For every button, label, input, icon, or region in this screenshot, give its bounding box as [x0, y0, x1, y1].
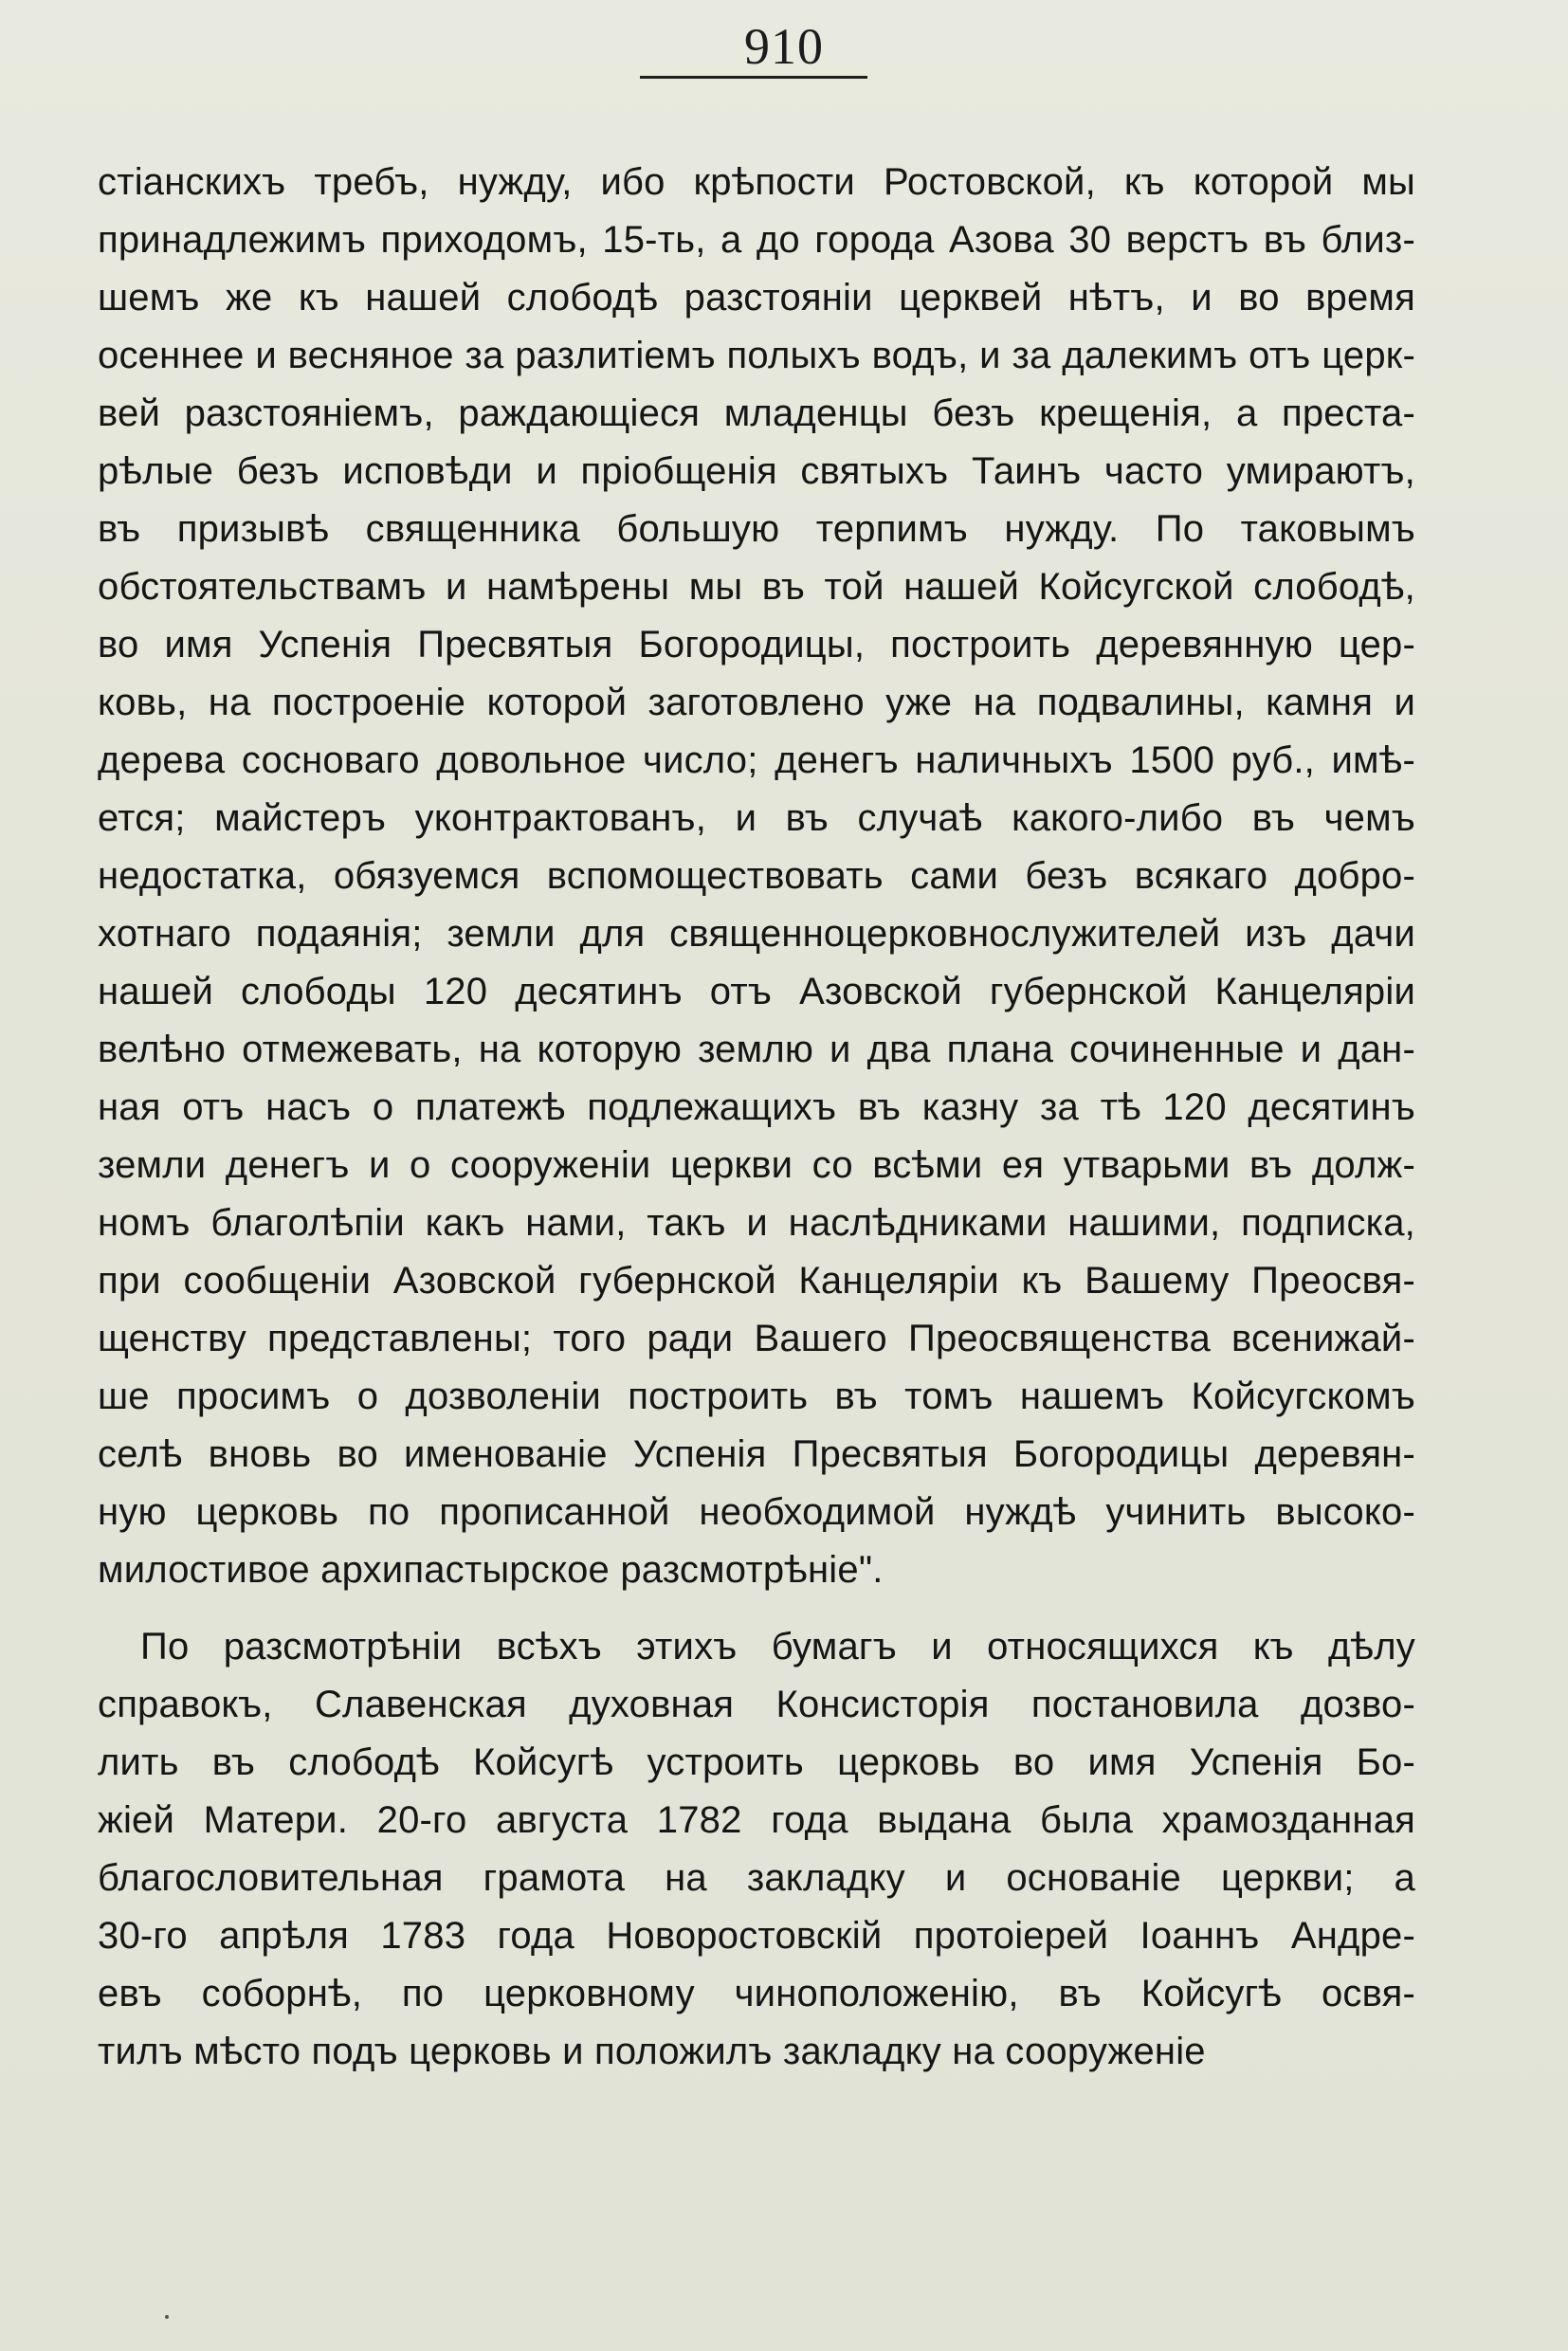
text-line: номъ благолѣпіи какъ нами, такъ и наслѣдниками нашими, подписка, [98, 1202, 1415, 1244]
text-line: обстоятельствамъ и намѣрены мы въ той нашей Койсугской слободѣ, [98, 566, 1415, 608]
text-line: въ призывѣ священника большую терпимъ нужду. По таковымъ [98, 508, 1415, 550]
text-line: По разсмотрѣніи всѣхъ этихъ бумагъ и относящихся къ дѣлу [140, 1626, 1415, 1668]
paragraph-1 [98, 154, 1415, 1599]
text-line: недостатка, обязуемся вспомоществовать сами безъ всякаго добро- [98, 855, 1415, 897]
text-line: рѣлые безъ исповѣди и пріобщенія святыхъ Таинъ часто умираютъ, [98, 450, 1415, 492]
text-line: ше просимъ о дозволеніи построить въ томъ нашемъ Койсугскомъ [98, 1376, 1415, 1417]
text-line: принадлежимъ приходомъ, 15-ть, а до города Азова 30 верстъ въ близ- [98, 219, 1415, 261]
text-line: щенству представлены; того ради Вашего Преосвященства всенижай- [98, 1318, 1415, 1359]
text-line: дерева сосноваго довольное число; денегъ наличныхъ 1500 руб., имѣ- [98, 739, 1415, 781]
page-number: 910 [744, 18, 824, 75]
text-line: стіанскихъ требъ, нужду, ибо крѣпости Ростовской, къ которой мы [98, 161, 1415, 203]
text-line: благословительная грамота на закладку и основаніе церкви; а [98, 1857, 1415, 1899]
text-line: земли денегъ и о сооруженіи церкви со всѣми ея утварьми въ долж- [98, 1144, 1415, 1186]
paragraph-2 [98, 1618, 1415, 2081]
paragraph-gap [98, 1599, 1415, 1618]
text-line: ная отъ насъ о платежѣ подлежащихъ въ казну за тѣ 120 десятинъ [98, 1086, 1415, 1128]
text-line: велѣно отмежевать, на которую землю и два плана сочиненные и дан- [98, 1029, 1415, 1070]
text-line: лить въ слободѣ Койсугѣ устроить церковь во имя Успенія Бо- [98, 1741, 1415, 1783]
text-line: ется; майстеръ уконтрактованъ, и въ случаѣ какого-либо въ чемъ [98, 797, 1415, 839]
text-line: вей разстояніемъ, раждающіеся младенцы безъ крещенія, а преста- [98, 392, 1415, 434]
text-line: шемъ же къ нашей слободѣ разстояніи церквей нѣтъ, и во время [98, 277, 1415, 319]
body-text [98, 154, 1415, 2081]
text-line: ковь, на построеніе которой заготовлено уже на подвалины, камня и [98, 682, 1415, 723]
text-line: ную церковь по прописанной необходимой нуждѣ учинить высоко- [98, 1491, 1415, 1533]
text-line: селѣ вновь во именованіе Успенія Пресвятыя Богородицы деревян- [98, 1433, 1415, 1475]
text-line: тилъ мѣсто подъ церковь и положилъ закладку на сооруженіе [98, 2031, 1206, 2072]
text-line: во имя Успенія Пресвятыя Богородицы, построить деревянную цер- [98, 624, 1415, 665]
header-rule [640, 76, 867, 79]
paper-speck [165, 2315, 169, 2319]
page-header [0, 17, 1568, 76]
text-line: нашей слободы 120 десятинъ отъ Азовской губернской Канцеляріи [98, 971, 1415, 1012]
text-line: жіей Матери. 20-го августа 1782 года выдана была храмозданная [98, 1799, 1415, 1841]
text-line: осеннее и весняное за разлитіемъ полыхъ водъ, и за далекимъ отъ церк- [98, 335, 1415, 376]
text-line: милостивое архипастырское разсмотрѣніе". [98, 1549, 884, 1591]
text-line: 30-го апрѣля 1783 года Новоростовскій протоіерей Іоаннъ Андре- [98, 1915, 1415, 1957]
text-line: при сообщеніи Азовской губернской Канцеляріи къ Вашему Преосвя- [98, 1260, 1415, 1302]
text-line: справокъ, Славенская духовная Консисторія постановила дозво- [98, 1684, 1415, 1725]
text-line: евъ соборнѣ, по церковному чиноположенію, въ Койсугѣ освя- [98, 1973, 1415, 2014]
text-line: хотнаго подаянія; земли для священноцерковнослужителей изъ дачи [98, 913, 1415, 955]
